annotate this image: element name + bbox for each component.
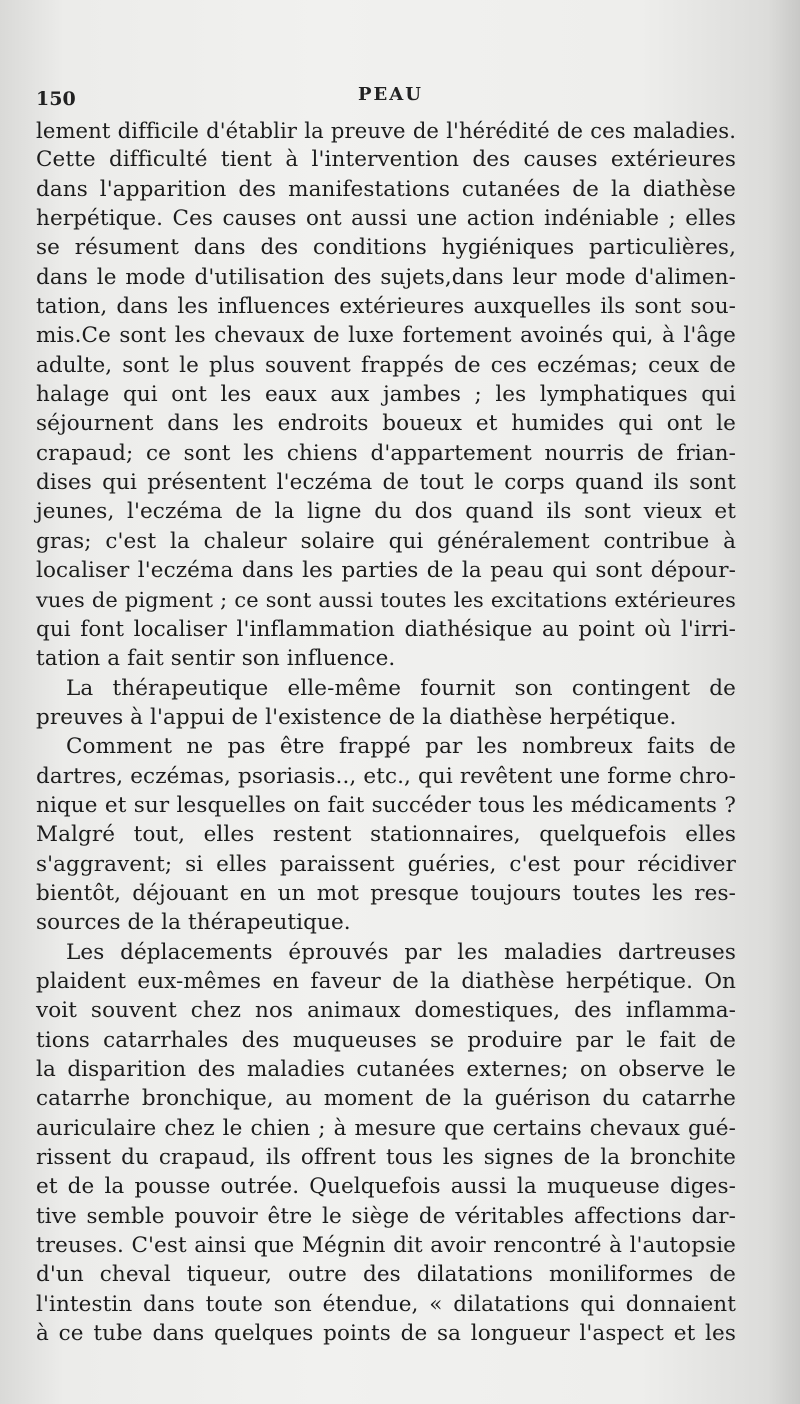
running-title: PEAU <box>358 84 423 105</box>
text-line: halage qui ont les eaux aux jambes ; les lymphatiques qui <box>36 382 736 408</box>
text-line: catarrhe bronchique, au moment de la guérison du catarrhe <box>36 1086 736 1112</box>
text-line: dartres, eczémas, psoriasis.., etc., qui revêtent une forme chro- <box>36 763 736 789</box>
text-line: s'aggravent; si elles paraissent guéries, c'est pour récidiver <box>36 851 736 877</box>
text-line: rissent du crapaud, ils offrent tous les signes de la bronchite <box>36 1145 736 1171</box>
text-line: vues de pigment ; ce sont aussi toutes les excitations extérieures <box>36 587 736 612</box>
text-line: Malgré tout, elles restent stationnaires, quelquefois elles <box>36 822 736 848</box>
text-line: bientôt, déjouant en un mot presque toujours toutes les res- <box>36 880 736 906</box>
text-line: la disparition des maladies cutanées externes; on observe le <box>36 1057 736 1082</box>
text-line: sources de la thérapeutique. <box>36 910 351 936</box>
body-text <box>36 116 736 1348</box>
text-line: Cette difficulté tient à l'intervention des causes extérieures <box>36 147 736 173</box>
text-line: qui font localiser l'inflammation diathésique au point où l'irri- <box>36 616 736 642</box>
text-line: se résument dans des conditions hygiéniques particulières, <box>36 235 736 261</box>
text-line: dans le mode d'utilisation des sujets,dans leur mode d'alimen- <box>36 264 736 290</box>
text-line: jeunes, l'eczéma de la ligne du dos quand ils sont vieux et <box>36 499 736 525</box>
text-line: séjournent dans les endroits boueux et humides qui ont le <box>36 411 736 437</box>
text-line: lement difficile d'établir la preuve de l'hérédité de ces maladies. <box>36 118 736 143</box>
text-line: localiser l'eczéma dans les parties de la peau qui sont dépour- <box>36 558 736 584</box>
text-line: Les déplacements éprouvés par les maladies dartreuses <box>66 939 736 965</box>
text-line: mis.Ce sont les chevaux de luxe fortement avoinés qui, à l'âge <box>36 323 736 349</box>
text-line: tation, dans les influences extérieures auxquelles ils sont sou- <box>36 294 736 320</box>
text-line: Comment ne pas être frappé par les nombreux faits de <box>66 734 736 760</box>
text-line: dises qui présentent l'eczéma de tout le corps quand ils sont <box>36 470 736 496</box>
text-line: crapaud; ce sont les chiens d'appartement nourris de frian- <box>36 440 736 466</box>
text-line: plaident eux-mêmes en faveur de la diathèse herpétique. On <box>36 968 736 994</box>
page-number: 150 <box>36 88 76 110</box>
text-line: tive semble pouvoir être le siège de véritables affections dar- <box>36 1203 736 1229</box>
text-line: à ce tube dans quelques points de sa longueur l'aspect et les <box>36 1321 736 1347</box>
text-line: l'intestin dans toute son étendue, « dilatations qui donnaient <box>36 1291 736 1317</box>
text-line: treuses. C'est ainsi que Mégnin dit avoir rencontré à l'autopsie <box>36 1233 736 1259</box>
text-line: et de la pousse outrée. Quelquefois aussi la muqueuse diges- <box>36 1174 736 1200</box>
text-line: preuves à l'appui de l'existence de la diathèse herpétique. <box>36 704 677 730</box>
text-line: auriculaire chez le chien ; à mesure que certains chevaux gué- <box>36 1115 736 1141</box>
text-line: tation a fait sentir son influence. <box>36 646 396 672</box>
text-line: nique et sur lesquelles on fait succéder tous les médicaments ? <box>36 792 736 818</box>
text-line: gras; c'est la chaleur solaire qui généralement contribue à <box>36 528 736 554</box>
text-line: tions catarrhales des muqueuses se produire par le fait de <box>36 1027 736 1053</box>
text-line: adulte, sont le plus souvent frappés de ces eczémas; ceux de <box>36 352 736 378</box>
text-line: voit souvent chez nos animaux domestiques, des inflamma- <box>36 998 736 1024</box>
text-line: dans l'apparition des manifestations cutanées de la diathèse <box>36 176 736 202</box>
text-line: d'un cheval tiqueur, outre des dilatations moniliformes de <box>36 1262 736 1288</box>
text-line: La thérapeutique elle-même fournit son contingent de <box>66 675 736 701</box>
page-header <box>36 84 740 114</box>
text-line: herpétique. Ces causes ont aussi une action indéniable ; elles <box>36 206 736 232</box>
